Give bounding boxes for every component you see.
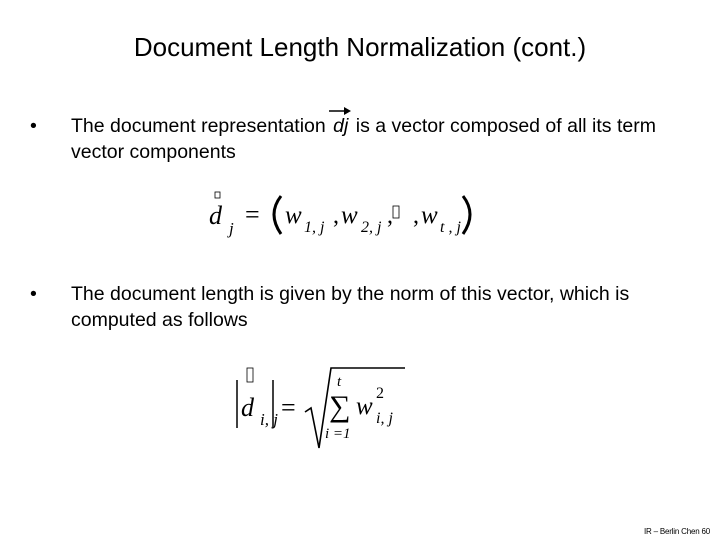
f1-sub2: 2, j	[361, 219, 382, 236]
formula-vector-norm	[225, 362, 410, 454]
f1-right-paren	[463, 196, 470, 234]
f1-sub1: 1, j	[304, 219, 325, 236]
f1-equals: =	[245, 200, 260, 229]
bullet-document-length	[30, 281, 690, 333]
f1-wt: w	[421, 202, 438, 229]
bullet-text-before: The document representation	[71, 115, 332, 137]
f2-equals: =	[281, 393, 296, 422]
f1-left-paren	[274, 196, 281, 234]
bullet-text	[71, 113, 690, 165]
f1-subt: t , j	[440, 219, 461, 236]
bullet-marker: •	[30, 115, 37, 137]
vector-symbol-text: dj	[333, 115, 349, 137]
f2-w: w	[356, 393, 373, 420]
formula-vector-components	[205, 190, 480, 240]
f2-lower-limit: i =1	[325, 426, 351, 442]
f1-w2: w	[341, 202, 358, 229]
vector-symbol-dj	[331, 113, 350, 139]
f1-w1: w	[285, 202, 302, 229]
bullet-marker: •	[30, 283, 37, 305]
f1-lhs-letter: d	[209, 201, 222, 230]
slide-title: Document Length Normalization (cont.)	[133, 32, 587, 62]
vector-arrow-icon	[328, 105, 352, 115]
bullet-text-after: is a vector composed of all its term vector components	[71, 115, 656, 163]
bullet-vector-representation	[30, 113, 690, 165]
f2-sigma: ∑	[329, 390, 351, 423]
f1-comma3: ,	[413, 203, 419, 229]
f1-comma2: ,	[387, 203, 393, 229]
f2-upper-limit: t	[337, 374, 342, 390]
ellipsis-box-icon	[393, 206, 399, 218]
f1-comma1: ,	[333, 203, 339, 229]
f2-letter: d	[241, 393, 254, 422]
slide-footer: IR – Berlin Chen 60	[643, 527, 710, 536]
f2-sup: 2	[376, 385, 384, 402]
sqrt-radical	[305, 368, 405, 448]
f1-lhs-sub: j	[229, 219, 234, 238]
f2-w-sub: i, j	[376, 410, 393, 427]
f2-sub: i, j	[260, 410, 278, 429]
bullet-text: The document length is given by the norm of this vector, which is computed as follows	[71, 283, 630, 331]
vector-box-icon	[247, 368, 253, 382]
vector-box-icon	[215, 192, 220, 198]
